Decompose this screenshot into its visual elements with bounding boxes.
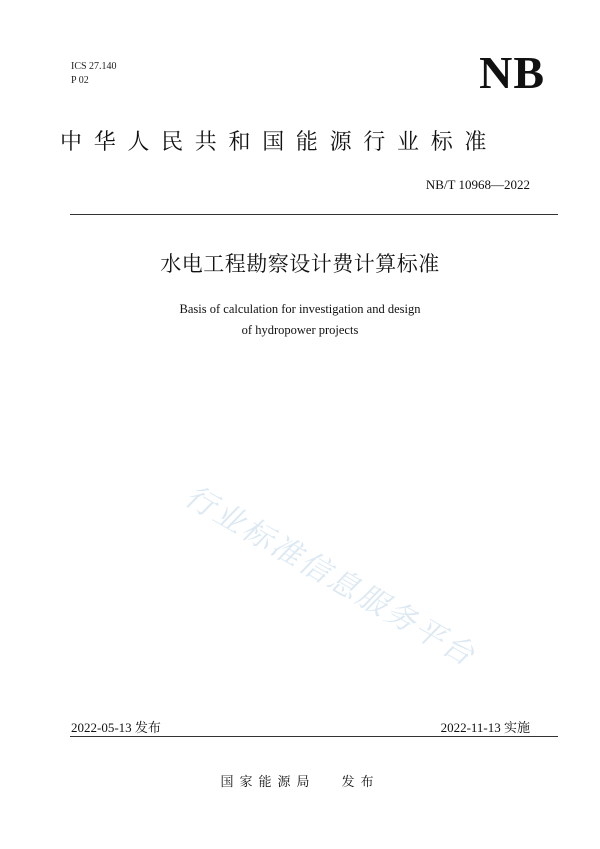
document-title-chinese: 水电工程勘察设计费计算标准 xyxy=(160,252,440,276)
publisher-line xyxy=(0,774,600,792)
top-divider xyxy=(70,214,558,215)
watermark: 行业标准信息服务平台 xyxy=(178,478,482,675)
implementation-date: 2022-11-13 实施 xyxy=(440,720,530,735)
publisher-action: 发布 xyxy=(341,775,380,790)
issue-date: 2022-05-13 发布 xyxy=(71,720,161,735)
ics-code: ICS 27.140 xyxy=(71,61,117,72)
standard-number: NB/T 10968—2022 xyxy=(425,177,530,192)
standard-series-title: 中华人民共和国能源行业标准 xyxy=(60,130,499,155)
publisher-organization: 国家能源局 xyxy=(220,775,316,790)
ccs-code: P 02 xyxy=(71,75,89,86)
nb-logo: NB xyxy=(479,47,545,98)
document-title-english-line-2: of hydropower projects xyxy=(241,323,359,337)
document-title-english-line-1: Basis of calculation for investigation and design xyxy=(179,302,421,316)
bottom-divider xyxy=(70,736,558,737)
